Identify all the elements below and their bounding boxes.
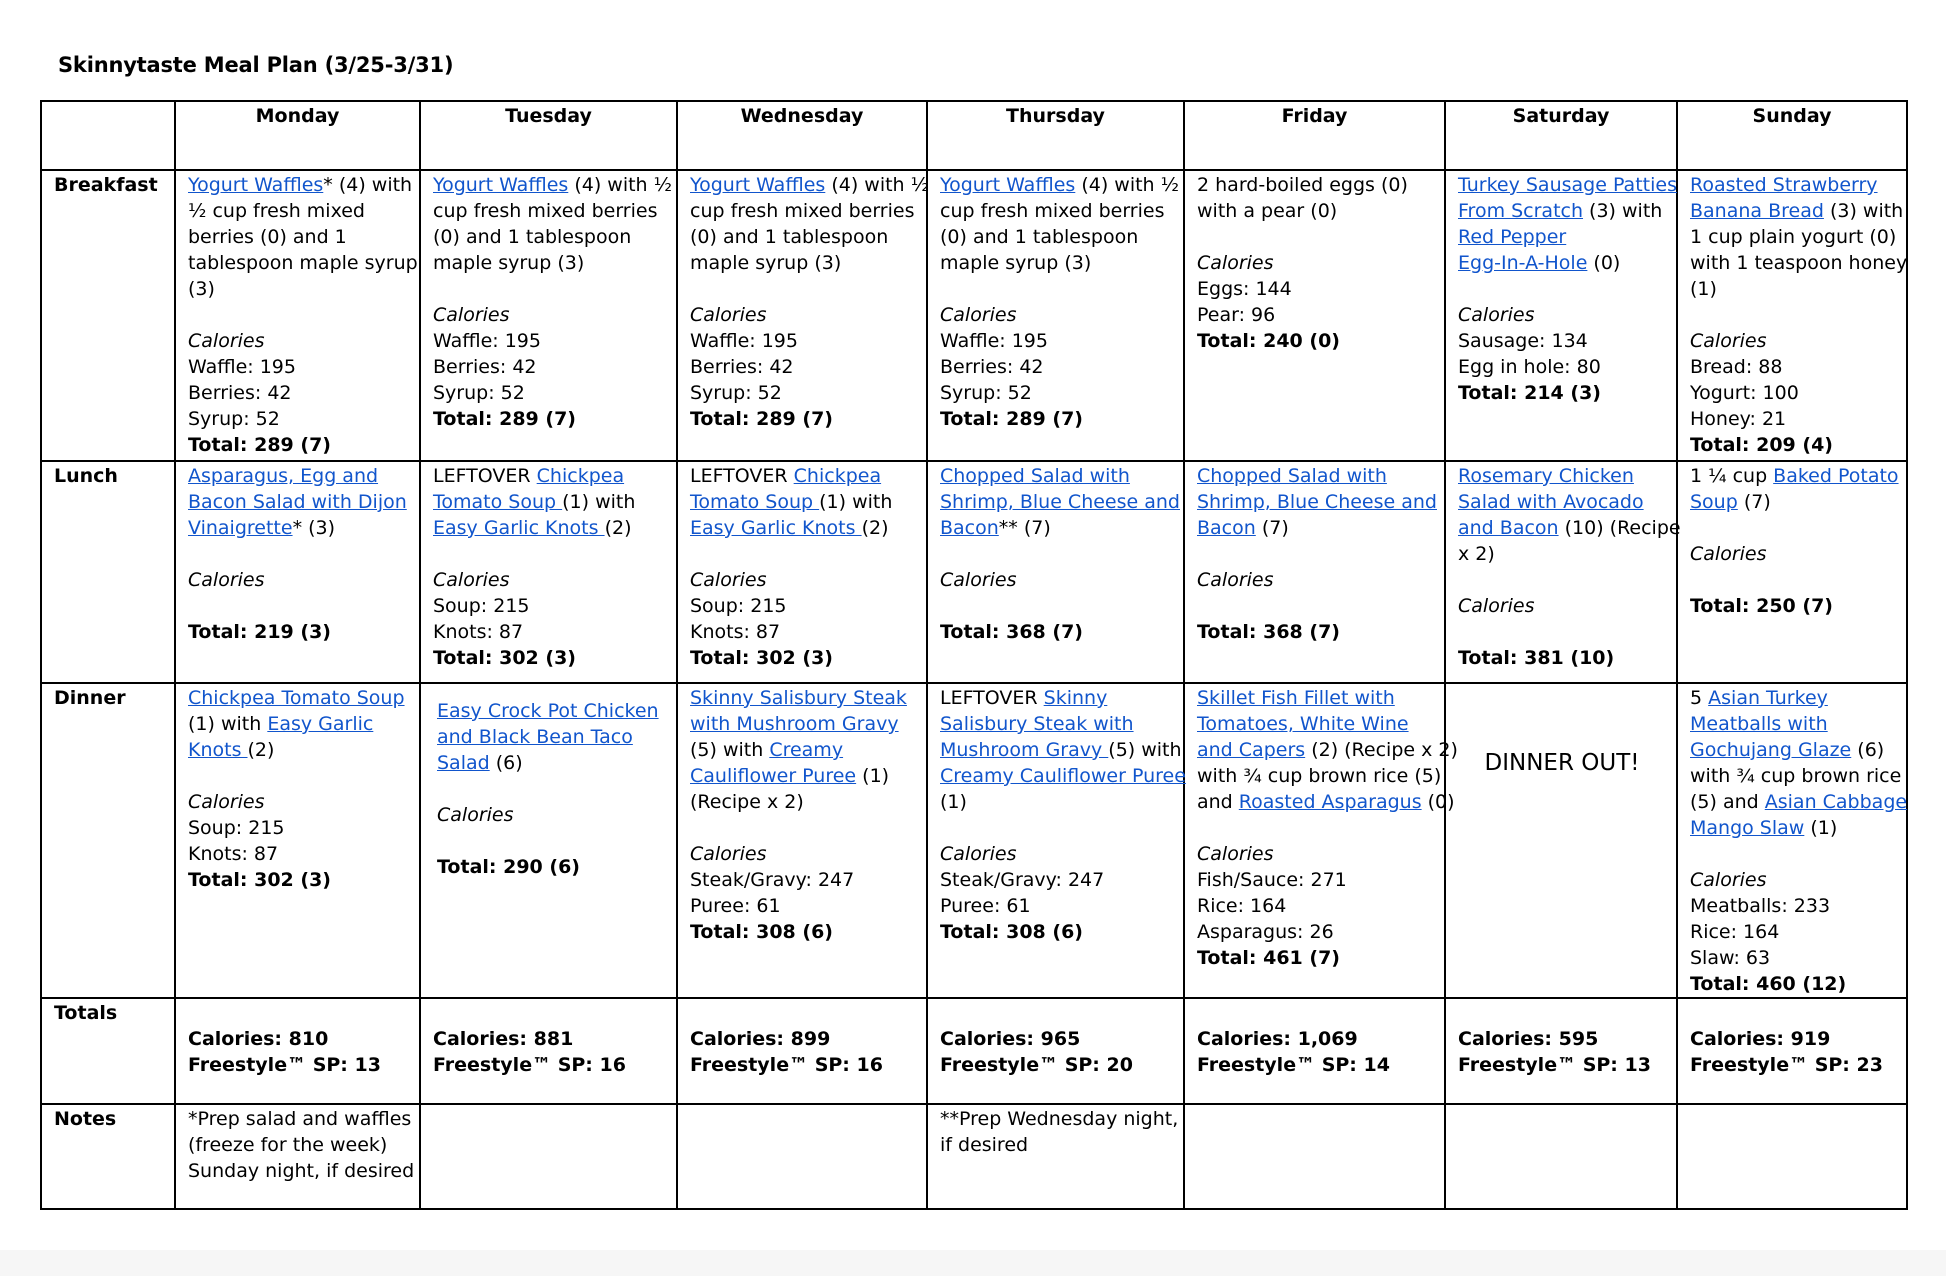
dinner-tuesday: Easy Crock Pot Chicken and Black Bean Taco Salad (6) Calories Total: 290 (6) [420,683,677,998]
recipe-link-skillet-fish-fillet[interactable]: Tomatoes, White Wine [1197,713,1409,735]
meal-total: Total: 308 (6) [940,921,1083,943]
day-smartpoints: Freestyle™ SP: 16 [433,1054,626,1076]
day-smartpoints: Freestyle™ SP: 14 [1197,1054,1390,1076]
recipe-link-chickpea-tomato-soup[interactable]: Tomato Soup [690,491,820,513]
recipe-link-salisbury-steak[interactable]: Skinny Salisbury Steak [690,687,907,709]
calories-label: Calories [433,304,510,326]
meal-total: Total: 381 (10) [1458,647,1615,669]
breakfast-saturday: Turkey Sausage Patties From Scratch (3) with Red Pepper Egg-In-A-Hole (0) Calories Sausage: 134 Egg in hole: 80 Total: 214 (3) [1445,170,1677,461]
meal-total: Total: 289 (7) [690,408,833,430]
notes-monday: *Prep salad and waffles (freeze for the week) Sunday night, if desired [175,1104,420,1209]
recipe-link-chopped-salad[interactable]: Bacon [940,517,999,539]
day-smartpoints: Freestyle™ SP: 20 [940,1054,1133,1076]
recipe-link-asian-cabbage-mango-slaw[interactable]: Mango Slaw [1690,817,1805,839]
day-calories: Calories: 810 [188,1028,329,1050]
calories-label: Calories [940,569,1017,591]
meal-total: Total: 289 (7) [940,408,1083,430]
calories-label: Calories [1690,543,1767,565]
row-label-notes: Notes [41,1104,175,1209]
calories-label: Calories [188,791,265,813]
breakfast-monday: Yogurt Waffles* (4) with ½ cup fresh mixed berries (0) and 1 tablespoon maple syrup (3) Calories Waffle: 195 Berries: 42 Syrup: 52 Total: 289 (7) [175,170,420,461]
totals-tuesday [420,998,677,1104]
recipe-link-red-pepper-egg-in-a-hole[interactable]: Red Pepper [1458,226,1567,248]
recipe-link-roasted-strawberry-banana-bread[interactable]: Roasted Strawberry [1690,174,1878,196]
lunch-sunday: 1 ¼ cup Baked Potato Soup (7) Calories Total: 250 (7) [1677,461,1907,683]
breakfast-row [41,170,1907,461]
calories-label: Calories [690,843,767,865]
recipe-link-yogurt-waffles[interactable]: Yogurt Waffles [433,174,569,196]
recipe-link-chopped-salad[interactable]: Chopped Salad with [1197,465,1387,487]
recipe-link-rosemary-chicken-salad[interactable]: Rosemary Chicken [1458,465,1634,487]
totals-sunday [1677,998,1907,1104]
recipe-link-baked-potato-soup[interactable]: Baked Potato [1773,465,1899,487]
meal-total: Total: 302 (3) [433,647,576,669]
recipe-link-turkey-sausage-patties[interactable]: Turkey Sausage Patties [1458,174,1677,196]
meal-plan-table [40,100,1908,1210]
recipe-link-asian-turkey-meatballs[interactable]: Asian Turkey [1708,687,1828,709]
recipe-link-asian-turkey-meatballs[interactable]: Gochujang Glaze [1690,739,1852,761]
day-header-wednesday: Wednesday [677,101,927,170]
recipe-link-yogurt-waffles[interactable]: Yogurt Waffles [188,174,324,196]
recipe-link-crock-pot-chicken-taco-salad[interactable]: Easy Crock Pot Chicken [437,700,659,722]
day-header-thursday: Thursday [927,101,1184,170]
recipe-link-asian-turkey-meatballs[interactable]: Meatballs with [1690,713,1828,735]
dinner-saturday [1445,683,1677,998]
recipe-link-crock-pot-chicken-taco-salad[interactable]: and Black Bean Taco [437,726,633,748]
notes-thursday: **Prep Wednesday night, if desired [927,1104,1184,1209]
dinner-row [41,683,1907,998]
calories-label: Calories [1197,252,1274,274]
calories-label: Calories [1690,330,1767,352]
recipe-link-roasted-asparagus[interactable]: Roasted Asparagus [1238,791,1422,813]
calories-label: Calories [940,843,1017,865]
recipe-link-asparagus-egg-bacon-salad[interactable]: Asparagus, Egg and [188,465,379,487]
breakfast-wednesday: Yogurt Waffles (4) with ½ cup fresh mixed berries (0) and 1 tablespoon maple syrup (3) Calories Waffle: 195 Berries: 42 Syrup: 52 Total: 289 (7) [677,170,927,461]
totals-friday [1184,998,1445,1104]
lunch-row [41,461,1907,683]
recipe-link-asparagus-egg-bacon-salad[interactable]: Bacon Salad with Dijon [188,491,407,513]
dinner-thursday: LEFTOVER Skinny Salisbury Steak with Mushroom Gravy (5) with Creamy Cauliflower Puree (1) Calories Steak/Gravy: 247 Puree: 61 Total: 308 (6) [927,683,1184,998]
recipe-link-chickpea-tomato-soup[interactable]: Chickpea [536,465,625,487]
dinner-friday: Skillet Fish Fillet with Tomatoes, White Wine and Capers (2) (Recipe x 2) with ¾ cup brown rice (5) and Roasted Asparagus (0) Calories Fish/Sauce: 271 Rice: 164 Asparagus: 26 Total: 461 (7) [1184,683,1445,998]
day-calories: Calories: 881 [433,1028,574,1050]
day-calories: Calories: 919 [1690,1028,1831,1050]
recipe-link-salisbury-steak[interactable]: Salisbury Steak with [940,713,1134,735]
recipe-link-creamy-cauliflower-puree[interactable]: Creamy [769,739,844,761]
dinner-monday: Chickpea Tomato Soup (1) with Easy Garlic Knots (2) Calories Soup: 215 Knots: 87 Total: 302 (3) [175,683,420,998]
day-smartpoints: Freestyle™ SP: 13 [188,1054,381,1076]
recipe-link-chickpea-tomato-soup[interactable]: Chickpea [793,465,882,487]
dinner-wednesday: Skinny Salisbury Steak with Mushroom Gravy (5) with Creamy Cauliflower Puree (1) (Recipe x 2) Calories Steak/Gravy: 247 Puree: 61 Total: 308 (6) [677,683,927,998]
meal-total: Total: 368 (7) [940,621,1083,643]
meal-total: Total: 219 (3) [188,621,331,643]
recipe-link-skillet-fish-fillet[interactable]: and Capers [1197,739,1306,761]
recipe-link-creamy-cauliflower-puree[interactable]: Cauliflower Puree [690,765,857,787]
day-calories: Calories: 595 [1458,1028,1599,1050]
meal-total: Total: 461 (7) [1197,947,1340,969]
lunch-saturday: Rosemary Chicken Salad with Avocado and Bacon (10) (Recipe x 2) Calories Total: 381 (10) [1445,461,1677,683]
recipe-link-easy-garlic-knots[interactable]: Easy Garlic Knots [690,517,862,539]
meal-total: Total: 308 (6) [690,921,833,943]
day-calories: Calories: 1,069 [1197,1028,1358,1050]
corner-cell [41,101,175,170]
recipe-link-yogurt-waffles[interactable]: Yogurt Waffles [690,174,826,196]
meal-total: Total: 460 (12) [1690,973,1847,995]
notes-tuesday [420,1104,677,1209]
recipe-link-chickpea-tomato-soup[interactable]: Tomato Soup [433,491,563,513]
calories-label: Calories [188,330,265,352]
meal-total: Total: 250 (7) [1690,595,1833,617]
lunch-wednesday: LEFTOVER Chickpea Tomato Soup (1) with Easy Garlic Knots (2) Calories Soup: 215 Knots: 87 Total: 302 (3) [677,461,927,683]
calories-label: Calories [690,304,767,326]
recipe-link-creamy-cauliflower-puree[interactable]: Creamy Cauliflower Puree [940,765,1186,787]
meal-total: Total: 289 (7) [188,434,331,456]
page-title: Skinnytaste Meal Plan (3/25-3/31) [58,53,454,77]
day-header-saturday: Saturday [1445,101,1677,170]
row-label-lunch: Lunch [41,461,175,683]
notes-wednesday [677,1104,927,1209]
calories-label: Calories [690,569,767,591]
calories-label: Calories [1458,304,1535,326]
recipe-link-rosemary-chicken-salad[interactable]: Salad with Avocado [1458,491,1644,513]
meal-total: Total: 209 (4) [1690,434,1833,456]
calories-label: Calories [188,569,265,591]
lunch-thursday: Chopped Salad with Shrimp, Blue Cheese and Bacon** (7) Calories Total: 368 (7) [927,461,1184,683]
notes-sunday [1677,1104,1907,1209]
recipe-link-turkey-sausage-patties[interactable]: From Scratch [1458,200,1584,222]
totals-row [41,998,1907,1104]
lunch-friday: Chopped Salad with Shrimp, Blue Cheese and Bacon (7) Calories Total: 368 (7) [1184,461,1445,683]
meal-total: Total: 289 (7) [433,408,576,430]
calories-label: Calories [1690,869,1767,891]
page-bottom-strip [0,1250,1946,1276]
row-label-breakfast: Breakfast [41,170,175,461]
calories-label: Calories [437,804,514,826]
day-header-monday: Monday [175,101,420,170]
calories-label: Calories [1458,595,1535,617]
row-label-totals: Totals [41,998,175,1104]
recipe-link-red-pepper-egg-in-a-hole[interactable]: Egg-In-A-Hole [1458,252,1588,274]
breakfast-friday: 2 hard-boiled eggs (0) with a pear (0) Calories Eggs: 144 Pear: 96 Total: 240 (0) [1184,170,1445,461]
day-calories: Calories: 899 [690,1028,831,1050]
calories-label: Calories [433,569,510,591]
day-header-tuesday: Tuesday [420,101,677,170]
recipe-link-easy-garlic-knots[interactable]: Easy Garlic [267,713,374,735]
totals-wednesday [677,998,927,1104]
recipe-link-crock-pot-chicken-taco-salad[interactable]: Salad [437,752,490,774]
meal-total: Total: 240 (0) [1197,330,1340,352]
dinner-sunday: 5 Asian Turkey Meatballs with Gochujang Glaze (6) with ¾ cup brown rice (5) and Asian Cabbage Mango Slaw (1) Calories Meatballs: 233 Rice: 164 Slaw: 63 Total: 460 (12) [1677,683,1907,998]
calories-label: Calories [1197,569,1274,591]
totals-monday [175,998,420,1104]
totals-saturday [1445,998,1677,1104]
recipe-link-asparagus-egg-bacon-salad[interactable]: Vinaigrette [188,517,293,539]
recipe-link-roasted-strawberry-banana-bread[interactable]: Banana Bread [1690,200,1824,222]
day-smartpoints: Freestyle™ SP: 23 [1690,1054,1883,1076]
breakfast-tuesday: Yogurt Waffles (4) with ½ cup fresh mixed berries (0) and 1 tablespoon maple syrup (3) Calories Waffle: 195 Berries: 42 Syrup: 52 Total: 289 (7) [420,170,677,461]
dinner-out-label: DINNER OUT! [1484,750,1640,776]
recipe-link-salisbury-steak[interactable]: with Mushroom Gravy [690,713,899,735]
notes-friday [1184,1104,1445,1209]
notes-row [41,1104,1907,1209]
meal-total: Total: 302 (3) [188,869,331,891]
day-calories: Calories: 965 [940,1028,1081,1050]
day-header-sunday: Sunday [1677,101,1907,170]
row-label-dinner: Dinner [41,683,175,998]
calories-label: Calories [1197,843,1274,865]
header-row [41,101,1907,170]
day-smartpoints: Freestyle™ SP: 16 [690,1054,883,1076]
breakfast-sunday: Roasted Strawberry Banana Bread (3) with 1 cup plain yogurt (0) with 1 teaspoon honey (1) Calories Bread: 88 Yogurt: 100 Honey: 21 Total: 209 (4) [1677,170,1907,461]
recipe-link-skillet-fish-fillet[interactable]: Skillet Fish Fillet with [1197,687,1395,709]
breakfast-thursday: Yogurt Waffles (4) with ½ cup fresh mixed berries (0) and 1 tablespoon maple syrup (3) Calories Waffle: 195 Berries: 42 Syrup: 52 Total: 289 (7) [927,170,1184,461]
recipe-link-easy-garlic-knots[interactable]: Knots [188,739,248,761]
lunch-monday: Asparagus, Egg and Bacon Salad with Dijon Vinaigrette* (3) Calories Total: 219 (3) [175,461,420,683]
recipe-link-easy-garlic-knots[interactable]: Easy Garlic Knots [433,517,605,539]
meal-total: Total: 214 (3) [1458,382,1601,404]
recipe-link-chopped-salad[interactable]: Bacon [1197,517,1256,539]
meal-total: Total: 302 (3) [690,647,833,669]
recipe-link-chopped-salad[interactable]: Chopped Salad with [940,465,1130,487]
recipe-link-baked-potato-soup[interactable]: Soup [1690,491,1738,513]
meal-total: Total: 290 (6) [437,856,580,878]
lunch-tuesday: LEFTOVER Chickpea Tomato Soup (1) with Easy Garlic Knots (2) Calories Soup: 215 Knots: 87 Total: 302 (3) [420,461,677,683]
calories-label: Calories [940,304,1017,326]
recipe-link-chickpea-tomato-soup[interactable]: Chickpea Tomato Soup [188,687,405,709]
recipe-link-yogurt-waffles[interactable]: Yogurt Waffles [940,174,1076,196]
totals-thursday [927,998,1184,1104]
recipe-link-chopped-salad[interactable]: Shrimp, Blue Cheese and [1197,491,1437,513]
recipe-link-chopped-salad[interactable]: Shrimp, Blue Cheese and [940,491,1180,513]
meal-total: Total: 368 (7) [1197,621,1340,643]
day-header-friday: Friday [1184,101,1445,170]
recipe-link-salisbury-steak[interactable]: Skinny [1043,687,1108,709]
recipe-link-rosemary-chicken-salad[interactable]: and Bacon [1458,517,1559,539]
recipe-link-salisbury-steak[interactable]: Mushroom Gravy [940,739,1109,761]
notes-saturday [1445,1104,1677,1209]
recipe-link-asian-cabbage-mango-slaw[interactable]: Asian Cabbage [1764,791,1908,813]
day-smartpoints: Freestyle™ SP: 13 [1458,1054,1651,1076]
